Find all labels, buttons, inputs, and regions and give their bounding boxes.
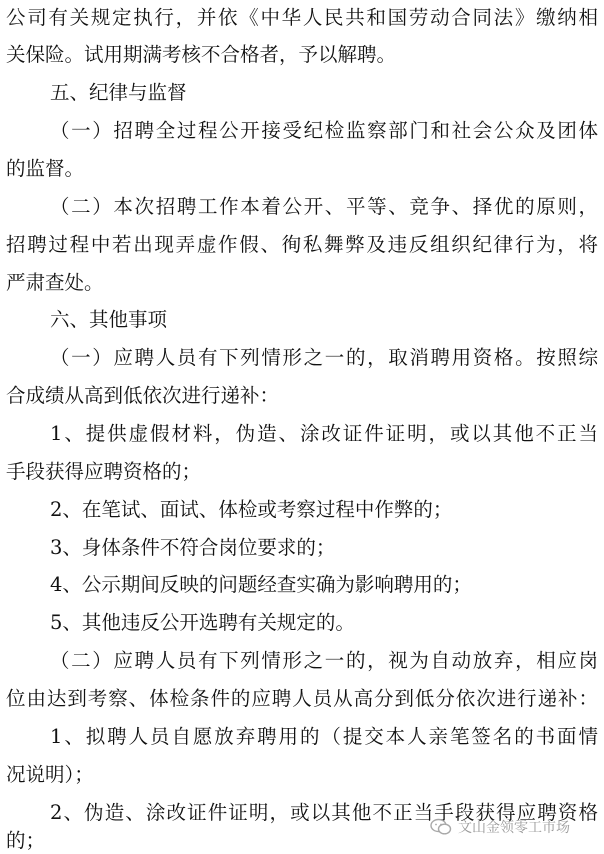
list-item: 1、提供虚假材料，伪造、涂改证件证明，或以其他不正当 (50, 422, 598, 445)
section-heading: 五、纪律与监督 (50, 81, 187, 104)
paragraph-line: （一）应聘人员有下列情形之一的，取消聘用资格。按照综 (50, 346, 598, 369)
list-item: 5、其他违反公开选聘有关规定的。 (50, 611, 355, 634)
paragraph-line: 严肃查处。 (6, 271, 104, 294)
paragraph-line: 公司有关规定执行，并依《中华人民共和国劳动合同法》缴纳相 (6, 6, 598, 29)
watermark-text: 文山金领零工市场 (458, 820, 570, 836)
list-item: 4、公示期间反映的问题经查实确为影响聘用的； (50, 573, 472, 596)
list-item: 1、拟聘人员自愿放弃聘用的（提交本人亲笔签名的书面情 (50, 725, 598, 748)
paragraph-line: （二）本次招聘工作本着公开、平等、竞争、择优的原则， (50, 195, 598, 218)
section-heading: 六、其他事项 (50, 308, 168, 331)
paragraph-line: 况说明）； (6, 763, 94, 786)
paragraph-line: （一）招聘全过程公开接受纪检监察部门和社会公众及团体 (50, 119, 598, 142)
paragraph-line: 位由达到考察、体检条件的应聘人员从高分到低分依次进行递补： (6, 687, 598, 710)
watermark (430, 816, 570, 838)
paragraph-line: 招聘过程中若出现弄虚作假、徇私舞弊及违反组织纪律行为，将 (6, 233, 598, 256)
list-item: 2、在笔试、面试、体检或考察过程中作弊的； (50, 498, 453, 521)
list-item: 3、身体条件不符合岗位要求的； (50, 536, 336, 559)
paragraph-line: （二）应聘人员有下列情形之一的，视为自动放弃，相应岗 (50, 649, 598, 672)
paragraph-line: 关保险。试用期满考核不合格者，予以解聘。 (6, 43, 397, 66)
wechat-icon (430, 818, 452, 836)
list-item: 2、伪造、涂改证件证明，或以其他不正当手段获得应聘资格 (50, 801, 598, 824)
paragraph-line: 手段获得应聘资格的； (6, 460, 202, 483)
paragraph-line: 的监督。 (6, 157, 85, 180)
paragraph-line: 合成绩从高到低依次进行递补： (6, 384, 280, 407)
paragraph-line: 的； (6, 829, 46, 852)
